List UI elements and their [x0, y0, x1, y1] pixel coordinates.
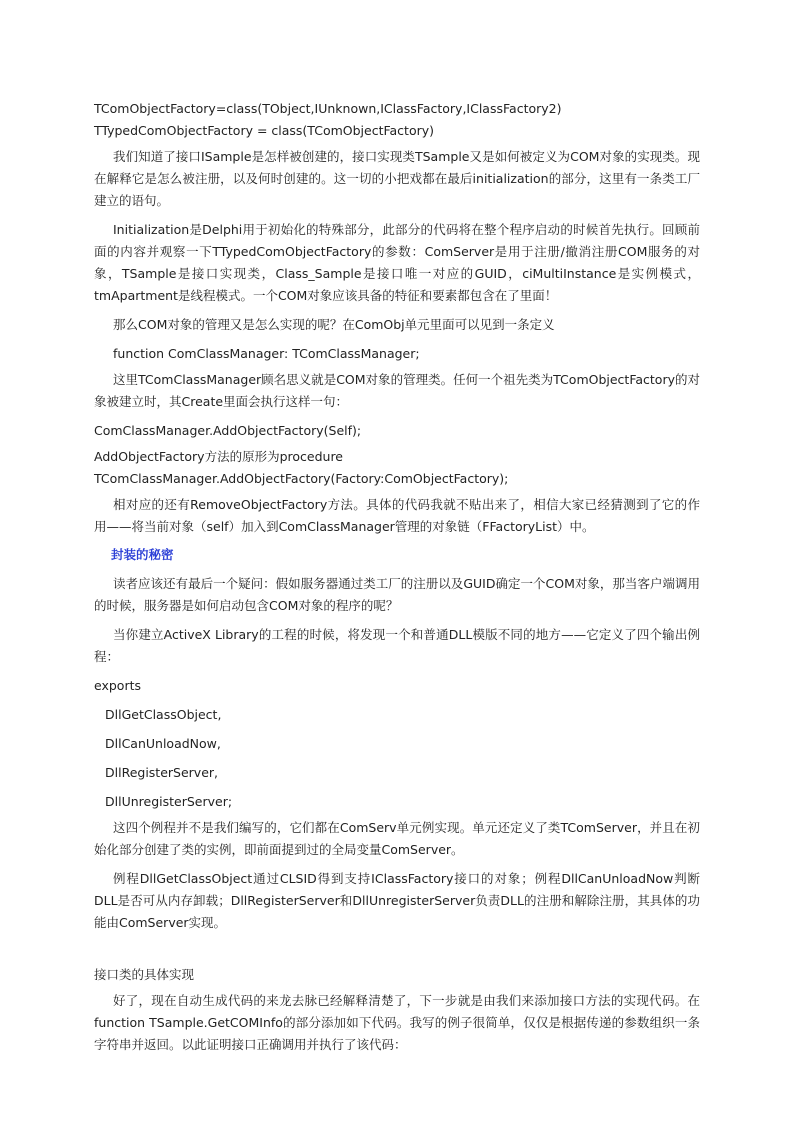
paragraph: 好了，现在自动生成代码的来龙去脉已经解释清楚了，下一步就是由我们来添加接口方法的实现代码。在function TSample.GetCOMInfo的部分添加如下代码。我写的例子很简单，仅仅是根据传递的参数组织一条字符串并返回。以此证明接口正确调用并执行了该代码： [94, 993, 700, 1052]
paragraph: 读者应该还有最后一个疑问：假如服务器通过类工厂的注册以及GUID确定一个COM对象，那当客户端调用的时候，服务器是如何启动包含COM对象的程序的呢？ [94, 576, 700, 613]
section-heading: 接口类的具体实现 [94, 967, 195, 982]
paragraph: 那么COM对象的管理又是怎么实现的呢？在ComObj单元里面可以见到一条定义 [113, 317, 555, 332]
code-line: function ComClassManager: TComClassManager; [113, 346, 420, 361]
paragraph: 我们知道了接口ISample是怎样被创建的，接口实现类TSample又是如何被定义为COM对象的实现类。现在解释它是怎么被注册，以及何时创建的。这一切的小把戏都在最后initialization的部分，这里有一条类工厂建立的语句。 [94, 149, 700, 208]
paragraph: 这四个例程并不是我们编写的，它们都在ComServ单元例实现。单元还定义了类TComServer，并且在初始化部分创建了类的实例，即前面提到过的全局变量ComServer。 [94, 820, 700, 857]
code-line: TComObjectFactory=class(TObject,IUnknown,IClassFactory,IClassFactory2) [94, 101, 562, 116]
paragraph: AddObjectFactory方法的原形为procedure [94, 449, 343, 464]
paragraph: 这里TComClassManager顾名思义就是COM对象的管理类。任何一个祖先类为TComObjectFactory的对象被建立时，其Create里面会执行这样一句： [94, 372, 700, 409]
code-line: ComClassManager.AddObjectFactory(Self); [94, 423, 362, 438]
paragraph: 相对应的还有RemoveObjectFactory方法。具体的代码我就不贴出来了，相信大家已经猜测到了它的作用——将当前对象（self）加入到ComClassManager管理的对象链（FFactoryList）中。 [94, 497, 700, 534]
paragraph: 当你建立ActiveX Library的工程的时候，将发现一个和普通DLL模版不同的地方——它定义了四个输出例程： [94, 627, 700, 664]
document-body [94, 98, 700, 1056]
export-item: DllRegisterServer, [105, 765, 219, 780]
code-line: TTypedComObjectFactory = class(TComObjectFactory) [94, 123, 435, 138]
code-line: TComClassManager.AddObjectFactory(Factory:ComObjectFactory); [94, 471, 509, 486]
paragraph: Initialization是Delphi用于初始化的特殊部分，此部分的代码将在整个程序启动的时候首先执行。回顾前面的内容并观察一下TTypedComObjectFactory的参数：ComServer是用于注册/撤消注册COM服务的对象，TSample是接口实现类，Class_Sample是接口唯一对应的GUID，ciMultiInstance是实例模式，tmApartment是线程模式。一个COM对象应该具备的特征和要素都包含在了里面！ [94, 222, 700, 303]
paragraph: 例程DllGetClassObject通过CLSID得到支持IClassFactory接口的对象；例程DllCanUnloadNow判断DLL是否可从内存卸载；DllRegisterServer和DllUnregisterServer负责DLL的注册和解除注册，其具体的功能由ComServer实现。 [94, 871, 700, 930]
export-item: DllCanUnloadNow, [105, 736, 221, 751]
code-line: exports [94, 678, 142, 693]
section-heading: 封装的秘密 [111, 547, 174, 562]
export-item: DllGetClassObject, [105, 707, 222, 722]
export-item: DllUnregisterServer; [105, 794, 233, 809]
